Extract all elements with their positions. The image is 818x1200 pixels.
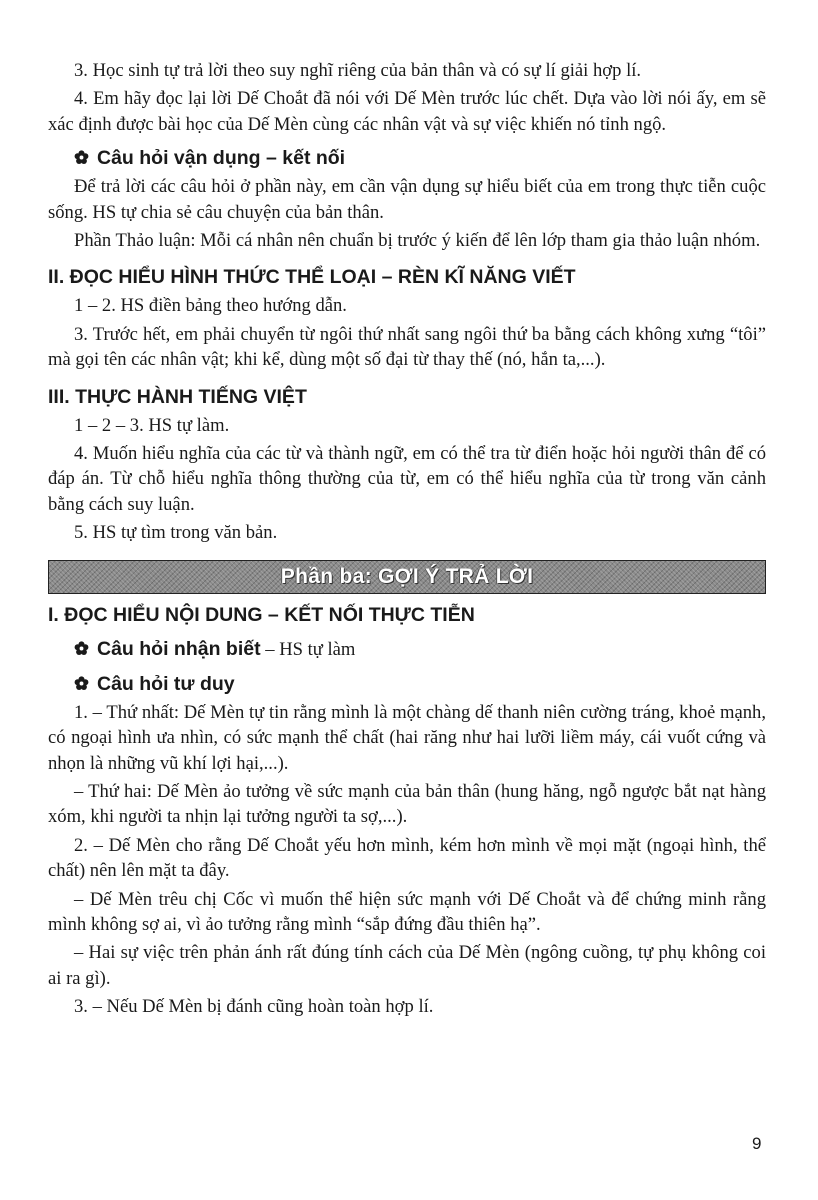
subheading-van-dung bbox=[48, 145, 766, 171]
flower-bullet-icon bbox=[74, 150, 89, 165]
section-heading: III. THỰC HÀNH TIẾNG VIỆT bbox=[48, 385, 307, 408]
page-content bbox=[48, 58, 766, 1020]
subheading-text: Câu hỏi vận dụng – kết nối bbox=[97, 147, 346, 170]
paragraph: 4. Em hãy đọc lại lời Dế Choắt đã nói với Dế Mèn trước lúc chết. Dựa vào lời nói ấy, em sẽ xác định được bài học của Dế Mèn cùng các nhân vật và sự việc khiến nó tỉnh ngộ. bbox=[48, 88, 766, 135]
subheading-text: Câu hỏi nhận biết bbox=[97, 637, 261, 660]
subheading-text: Câu hỏi tư duy bbox=[97, 672, 235, 695]
banner-title: Phần ba: GỢI Ý TRẢ LỜI bbox=[280, 564, 534, 588]
section-heading: I. ĐỌC HIỂU NỘI DUNG – KẾT NỐI THỰC TIỄN bbox=[48, 603, 475, 626]
paragraph: 1 – 2 – 3. HS tự làm. bbox=[74, 414, 230, 436]
part-banner bbox=[48, 560, 766, 594]
paragraph: 3. – Nếu Dế Mèn bị đánh cũng hoàn toàn hợp lí. bbox=[74, 996, 434, 1018]
subheading-tu-duy bbox=[48, 671, 766, 697]
paragraph: 1 – 2. HS điền bảng theo hướng dẫn. bbox=[74, 295, 347, 317]
paragraph: 4. Muốn hiểu nghĩa của các từ và thành ngữ, em có thể tra từ điển hoặc hỏi người thân để có đáp án. Từ chỗ hiểu nghĩa thông thường của từ, em có thể hiểu nghĩa của từ trong văn cảnh bằng cách suy luận. bbox=[48, 443, 766, 515]
flower-bullet-icon bbox=[74, 676, 89, 691]
paragraph: 3. Trước hết, em phải chuyển từ ngôi thứ nhất sang ngôi thứ ba bằng cách không xưng “tôi” mà gọi tên các nhân vật; khi kể, dùng một số đại từ thay thế (nó, hắn ta,...). bbox=[48, 323, 766, 371]
paragraph: Phần Thảo luận: Mỗi cá nhân nên chuẩn bị trước ý kiến để lên lớp tham gia thảo luận nhóm. bbox=[74, 230, 761, 252]
paragraph: – Hai sự việc trên phản ánh rất đúng tính cách của Dế Mèn (ngông cuồng, tự phụ không coi ai ra gì). bbox=[48, 942, 766, 989]
section-heading: II. ĐỌC HIỂU HÌNH THỨC THỂ LOẠI – RÈN KĨ NĂNG VIẾT bbox=[48, 266, 576, 289]
paragraph: 1. – Thứ nhất: Dế Mèn tự tin rằng mình là một chàng dế thanh niên cường tráng, khoẻ mạnh, có ngoại hình ưa nhìn, có sức mạnh thể chất (hai răng như hai lưỡi liềm máy, cái vuốt cứng và nhọn là những vũ khí lợi hại,...). bbox=[48, 701, 766, 774]
page-number: 9 bbox=[752, 1134, 762, 1153]
flower-bullet-icon bbox=[74, 641, 89, 656]
paragraph: 3. Học sinh tự trả lời theo suy nghĩ riêng của bản thân và có sự lí giải hợp lí. bbox=[74, 60, 642, 81]
subheading-note: – HS tự làm bbox=[260, 638, 356, 660]
paragraph: – Thứ hai: Dế Mèn ảo tưởng về sức mạnh của bản thân (hung hăng, ngỗ ngược bắt nạt hàng xóm, khi người ta nhịn lại tưởng người ta sợ,...). bbox=[48, 780, 766, 828]
paragraph: – Dế Mèn trêu chị Cốc vì muốn thể hiện sức mạnh với Dế Choắt và để chứng minh rằng mình không sợ ai, vì ảo tưởng rằng mình “sắp đứng đầu thiên hạ”. bbox=[48, 888, 766, 935]
paragraph: 5. HS tự tìm trong văn bản. bbox=[74, 522, 278, 544]
paragraph: Để trả lời các câu hỏi ở phần này, em cần vận dụng sự hiểu biết của em trong thực tiễn cuộc sống. HS tự chia sẻ câu chuyện của bản thân. bbox=[48, 176, 766, 223]
subheading-nhan-biet bbox=[48, 636, 766, 663]
paragraph: 2. – Dế Mèn cho rằng Dế Choắt yếu hơn mình, kém hơn mình về mọi mặt (ngoại hình, thể chất) nên lên mặt ta đây. bbox=[48, 834, 766, 882]
